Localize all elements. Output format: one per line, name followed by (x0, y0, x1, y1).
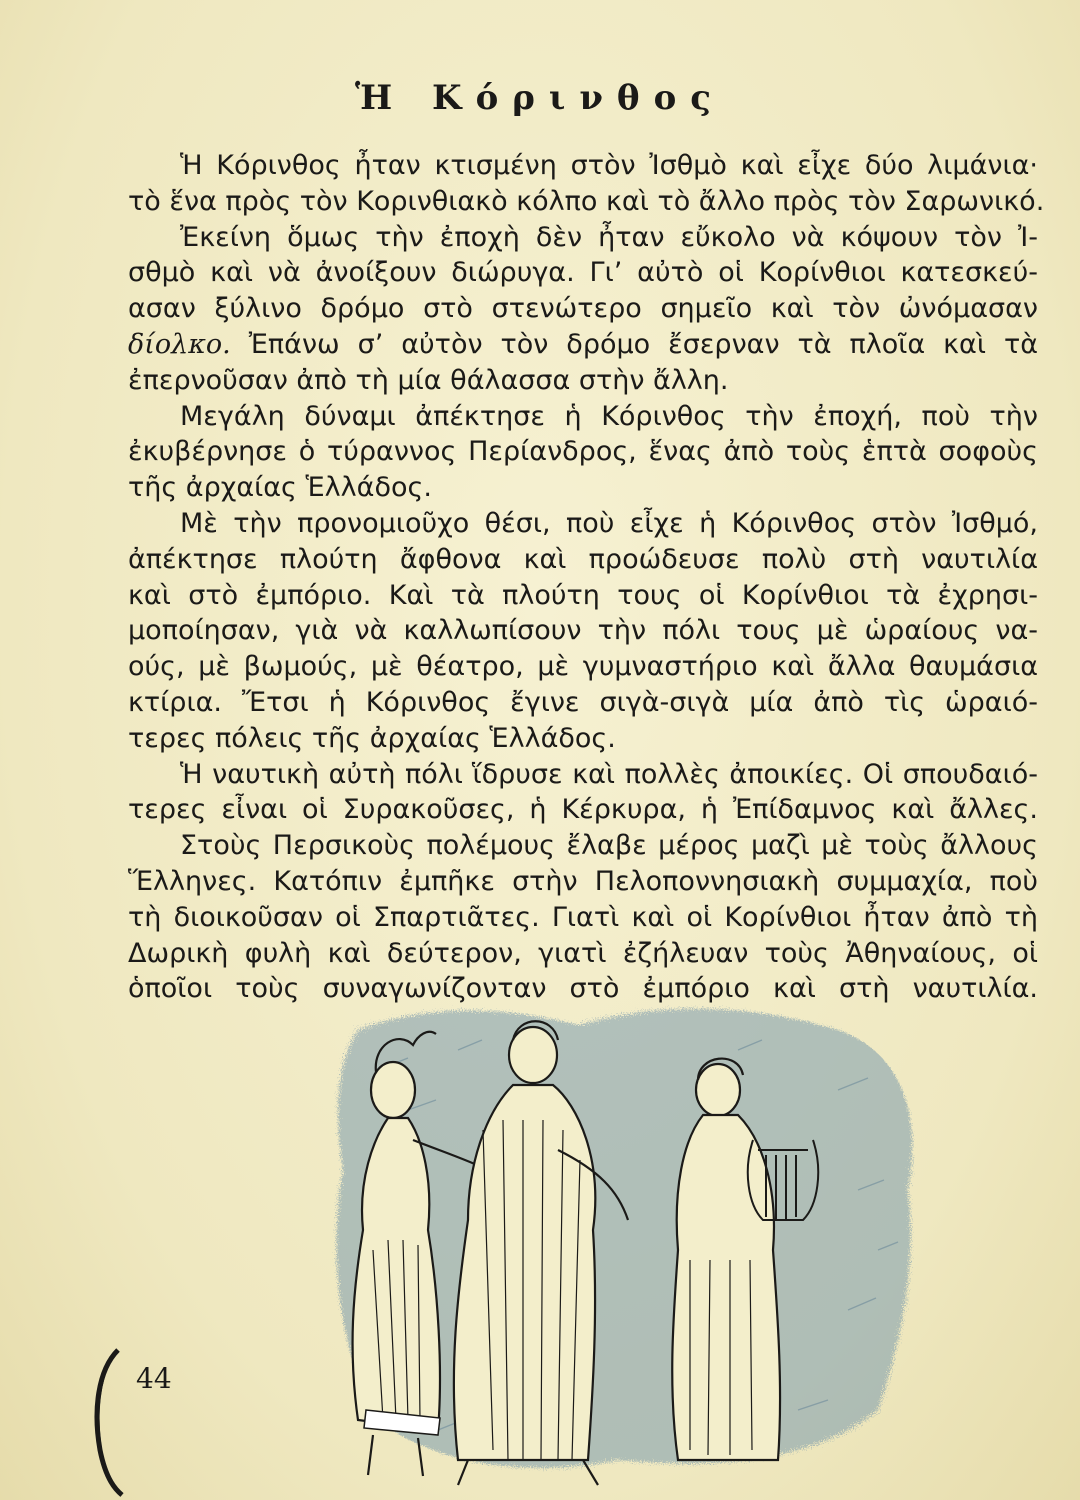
binding-ornament (88, 1330, 128, 1500)
text-line: μοποίησαν, γιὰ νὰ καλλωπίσουν τὴν πόλι τους μὲ ὡραίους να- (128, 615, 1038, 647)
page-title: Ἡ Κόρινθος (355, 78, 725, 118)
text-line: καὶ στὸ ἐμπόριο. Καὶ τὰ πλούτη τους οἱ Κορίνθιοι τὰ ἐχρησι- (128, 579, 1038, 611)
text-line: τῆς ἀρχαίας Ἑλλάδος. (128, 472, 432, 504)
text-line: τὴ διοικοῦσαν οἱ Σπαρτιᾶτες. Γιατὶ καὶ οἱ Κορίνθιοι ἦταν ἀπὸ τὴ (128, 901, 1038, 933)
text-line: Μὲ τὴν προνομιοῦχο θέσι, ποὺ εἶχε ἡ Κόρινθος στὸν Ἰσθμό, (180, 507, 1038, 539)
text-line: τερες πόλεις τῆς ἀρχαίας Ἑλλάδος. (128, 722, 616, 754)
text-line: ούς, μὲ βωμούς, μὲ θέατρο, μὲ γυμναστήριο καὶ ἄλλα θαυμάσια (128, 651, 1038, 683)
text-line: Ἡ ναυτικὴ αὐτὴ πόλι ἵδρυσε καὶ πολλὲς ἀποικίες. Οἱ σπουδαιό- (180, 758, 1038, 790)
text-line: ἀπέκτησε πλούτη ἄφθονα καὶ προώδευσε πολὺ στὴ ναυτιλία (128, 543, 1038, 575)
text-line: ασαν ξύλινο δρόμο στὸ στενώτερο σημεῖο καὶ τὸν ὠνόμασαν (128, 293, 1038, 325)
text-line: ἐκυβέρνησε ὁ τύραννος Περίανδρος, ἕνας ἀπὸ τοὺς ἑπτὰ σοφοὺς (128, 436, 1038, 468)
text-line: Ἐκείνη ὅμως τὴν ἐποχὴ δὲν ἦταν εὔκολο νὰ κόψουν τὸν Ἰ- (180, 221, 1038, 253)
three-women-illustration (318, 990, 938, 1495)
text-line: ὁποῖοι τοὺς συναγωνίζονταν στὸ ἐμπόριο καὶ στὴ ναυτιλία. (128, 973, 1038, 1005)
text-line: τὸ ἕνα πρὸς τὸν Κορινθιακὸ κόλπο καὶ τὸ ἄλλο πρὸς τὸν Σαρωνικό. (128, 185, 1045, 217)
text-line: Στοὺς Περσικοὺς πολέμους ἔλαβε μέρος μαζὶ μὲ τοὺς ἄλλους (180, 830, 1038, 862)
body-text (128, 148, 1045, 1007)
text-line: Ἕλληνες. Κατόπιν ἐμπῆκε στὴν Πελοποννησιακὴ συμμαχία, ποὺ (128, 865, 1038, 897)
text-line: τερες εἶναι οἱ Συρακοῦσες, ἡ Κέρκυρα, ἡ Ἐπίδαμνος καὶ ἄλλες. (128, 794, 1038, 826)
text-line: ἐπερνοῦσαν ἀπὸ τὴ μία θάλασσα στὴν ἄλλη. (128, 364, 729, 396)
text-line: κτίρια. Ἔτσι ἡ Κόρινθος ἔγινε σιγὰ-σιγὰ μία ἀπὸ τὶς ὡραιό- (128, 686, 1038, 718)
text-line: Δωρικὴ φυλὴ καὶ δεύτερον, γιατὶ ἐζήλευαν τοὺς Ἀθηναίους, οἱ (128, 937, 1038, 969)
text-line: Ἡ Κόρινθος ἦταν κτισμένη στὸν Ἰσθμὸ καὶ εἶχε δύο λιμάνια· (180, 150, 1038, 181)
italic-term: δίολκο. (128, 328, 231, 360)
text-line: σθμὸ καὶ νὰ ἀνοίξουν διώρυγα. Γι’ αὐτὸ οἱ Κορίνθιοι κατεσκεύ- (128, 257, 1038, 289)
page-number: 44 (136, 1362, 172, 1395)
text-line: δίολκο. Ἐπάνω σ’ αὐτὸν τὸν δρόμο ἔσερναν τὰ πλοῖα καὶ τὰ (128, 328, 1038, 360)
text-line: Μεγάλη δύναμι ἀπέκτησε ἡ Κόρινθος τὴν ἐποχή, ποὺ τὴν (180, 400, 1038, 432)
